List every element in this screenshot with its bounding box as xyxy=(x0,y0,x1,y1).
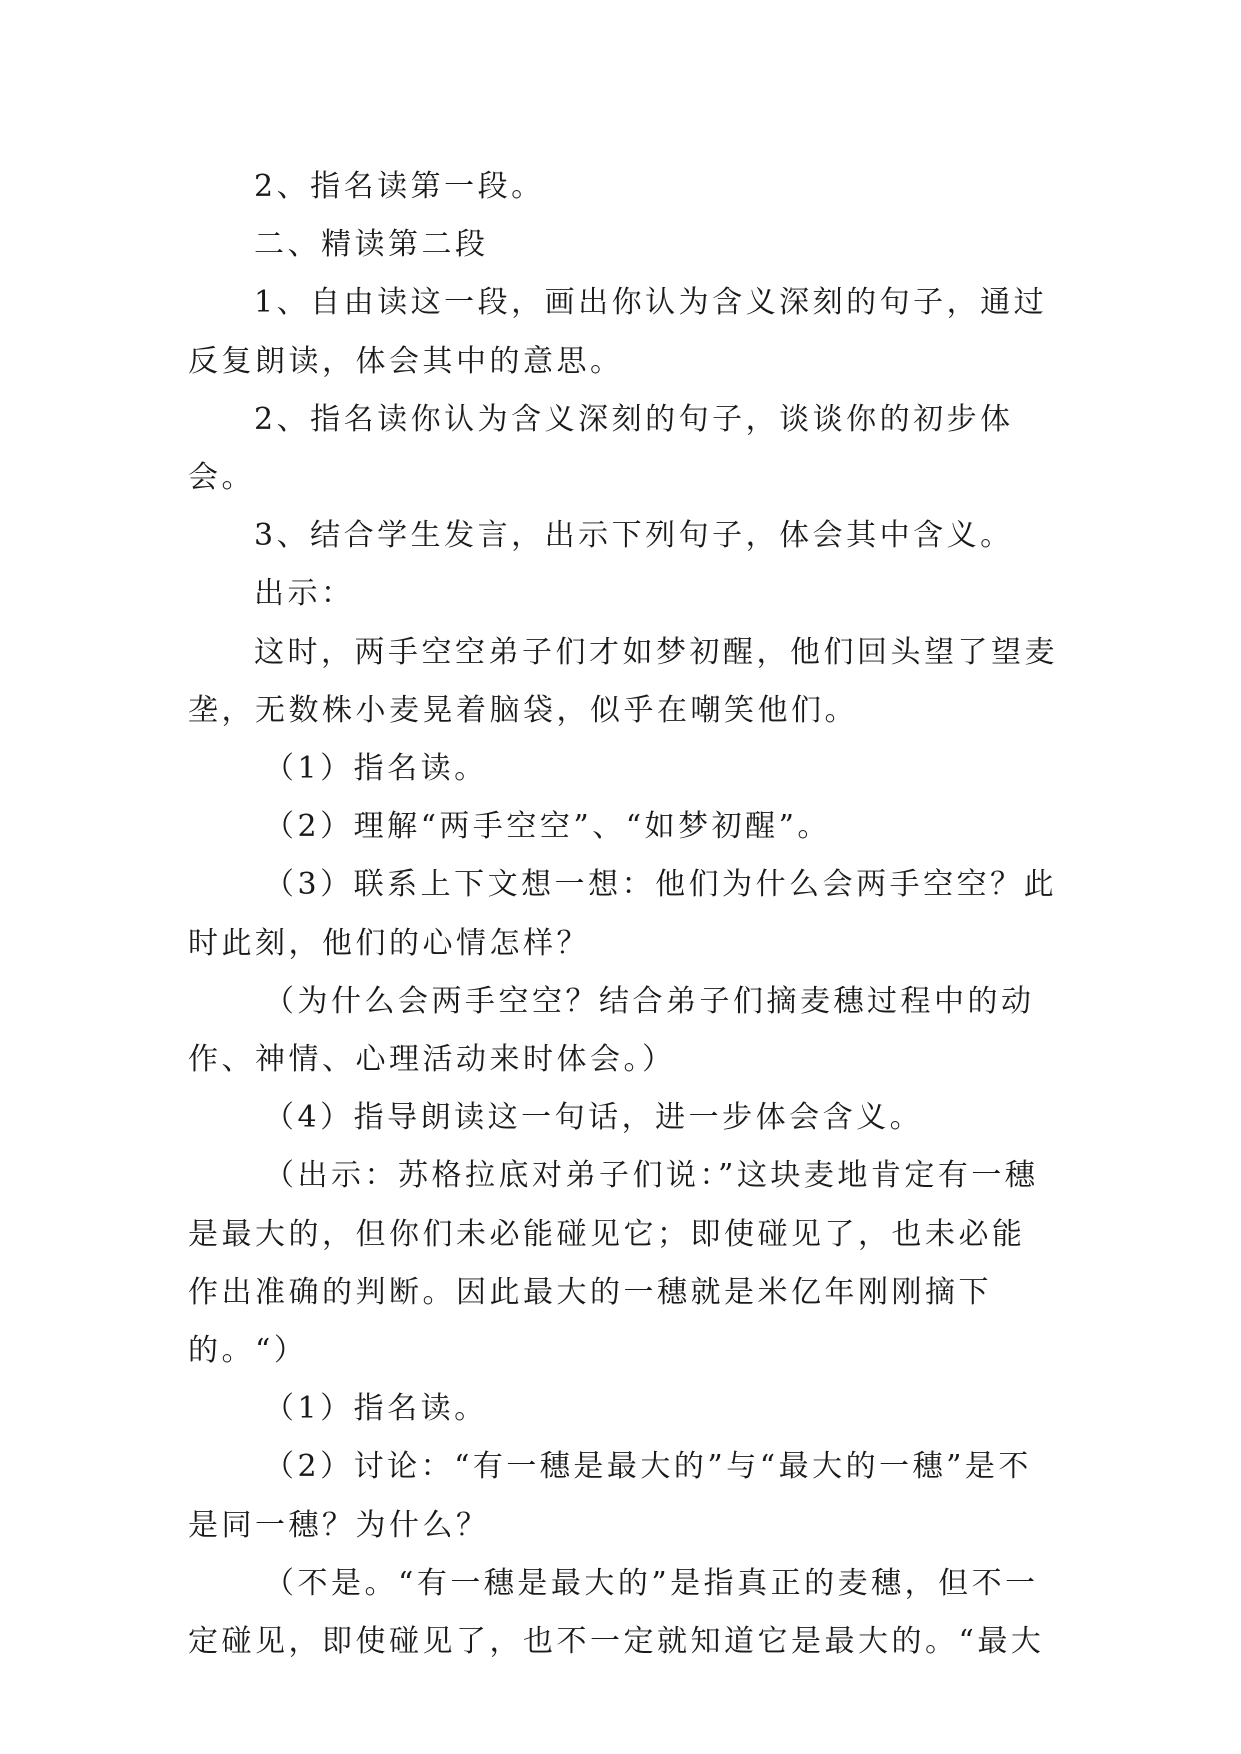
paragraph: 1、自由读这一段，画出你认为含义深刻的句子，通过反复朗读，体会其中的意思。 xyxy=(188,285,1048,379)
paragraph: （不是。“有一穗是最大的”是指真正的麦穗，但不一定碰见，即使碰见了，也不一定就知道它是最大的。“最大 xyxy=(188,1565,1045,1660)
paragraph: 出示： xyxy=(254,576,355,612)
paragraph: 3、结合学生发言，出示下列句子，体会其中含义。 xyxy=(254,518,1014,554)
paragraph: 2、指名读你认为含义深刻的句子，谈谈你的初步体会。 xyxy=(188,401,1014,496)
paragraph: （2）理解“两手空空”、“如梦初醒”。 xyxy=(264,809,831,845)
paragraph: （4）指导朗读这一句话，进一步体会含义。 xyxy=(264,1100,924,1136)
paragraph: 2、指名读第一段。 xyxy=(254,169,545,204)
document-body xyxy=(188,158,1058,1671)
paragraph: （1）指名读。 xyxy=(264,751,488,787)
paragraph: （2）讨论：“有一穗是最大的”与“最大的一穗”是不是同一穗？为什么？ xyxy=(188,1449,1032,1543)
section-heading: 二、精读第二段 xyxy=(254,227,489,263)
paragraph: （3）联系上下文想一想：他们为什么会两手空空？此时此刻，他们的心情怎样？ xyxy=(188,867,1058,961)
quoted-sentence: （出示：苏格拉底对弟子们说：”这块麦地肯定有一穗是最大的，但你们未必能碰见它；即使碰见了，也未必能作出准确的判断。因此最大的一穗就是米亿年刚刚摘下的。“） xyxy=(188,1158,1039,1369)
paragraph: （为什么会两手空空？结合弟子们摘麦穗过程中的动作、神情、心理活动来时体会。） xyxy=(188,983,1035,1078)
quoted-sentence: 这时，两手空空弟子们才如梦初醒，他们回头望了望麦垄，无数株小麦晃着脑袋，似乎在嘲笑他们。 xyxy=(188,634,1058,728)
paragraph: （1）指名读。 xyxy=(264,1391,488,1427)
